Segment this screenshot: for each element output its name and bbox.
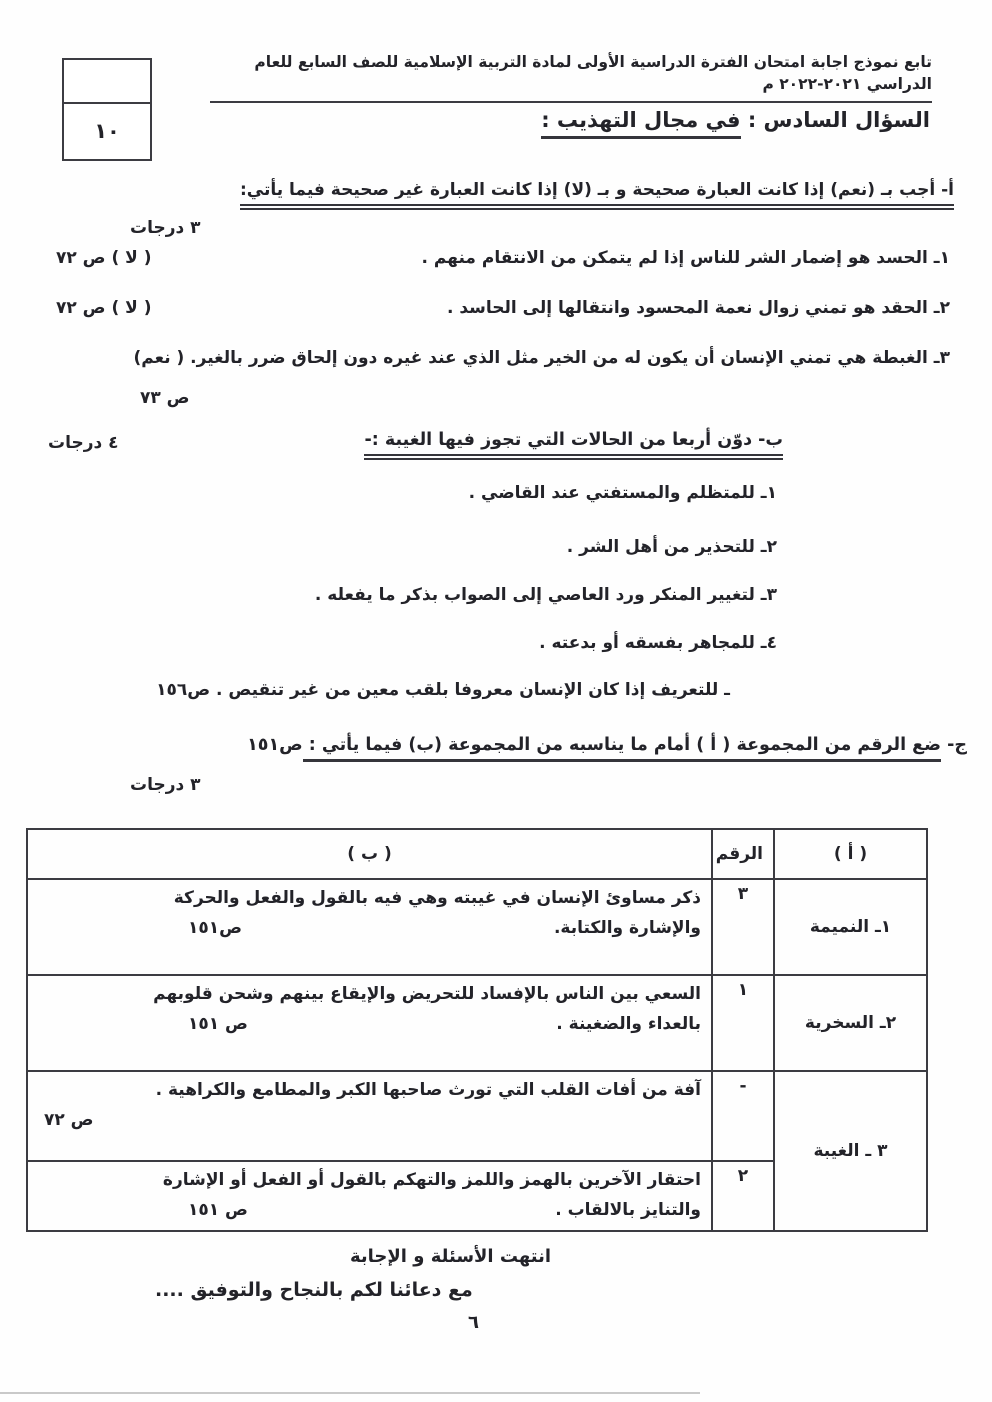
answer-number-cell: ٣: [712, 879, 774, 975]
section-c-marks: ٣ درجات: [130, 775, 201, 795]
statement-text: ٢ـ الحقد هو تمني زوال نعمة المحسود وانتقالها إلى الحاسد .: [446, 298, 950, 318]
table-header-row: [27, 829, 927, 879]
definition-line-2: بالعداء والضغينة .: [556, 1013, 701, 1034]
section-a-marks: ٣ درجات: [130, 218, 201, 238]
column-num-header: الرقم: [712, 829, 774, 879]
section-c-page-ref: ص١٥١: [247, 735, 303, 755]
answer-number-cell: ١: [712, 975, 774, 1071]
definition-cell: [27, 879, 712, 975]
score-box-empty-cell: [64, 60, 150, 104]
table-row: [27, 1071, 927, 1161]
score-box-total: ١٠: [94, 118, 120, 143]
definition-line-2: والإشارة والكتابة.: [553, 917, 701, 938]
good-luck-note: مع دعائنا لكم بالنجاح والتوفيق ....: [155, 1279, 473, 1301]
section-c-prefix: ج-: [941, 735, 967, 755]
ghaybah-case-3: ٣ـ لتغيير المنكر ورد العاصي إلى الصواب بذكر ما يفعله .: [314, 585, 777, 605]
score-box: [62, 58, 152, 161]
statement-row-1: [56, 248, 950, 268]
definition-line-2: والتنايز بالالقاب .: [555, 1199, 701, 1220]
statement-row-3: [56, 348, 950, 368]
term-cell: ٢ـ السخرية: [774, 975, 927, 1071]
table-row: [27, 879, 927, 975]
definition-line-1: آفة من أفات القلب التي تورث صاحبها الكبر والمطامع والكراهية .: [155, 1080, 701, 1100]
statement-row-2: [56, 298, 950, 318]
section-a-heading: أ- أجب بـ (نعم) إذا كانت العبارة صحيحة و بـ (لا) إذا كانت العبارة غير صحيحة فيما يأتي:: [240, 180, 954, 200]
definition-cell: [27, 975, 712, 1071]
statement-answer: ( لا ) ص ٧٢: [56, 248, 152, 268]
statement-text: ٣ـ الغبطة هي تمني الإنسان أن يكون له من الخير مثل الذي عند غيره دون إلحاق ضرر بالغير. ( نعم): [133, 348, 950, 368]
question-title-domain: في مجال التهذيب :: [541, 108, 740, 139]
definition-page-ref: ص ١٥١: [188, 1199, 248, 1220]
section-b-marks: ٤ درجات: [48, 433, 119, 453]
definition-cell: [27, 1071, 712, 1161]
definition-page-ref: ص ١٥١: [188, 1013, 248, 1034]
definition-cell: [27, 1161, 712, 1231]
ghaybah-case-4: ٤ـ للمجاهر بفسقه أو بدعته .: [539, 633, 777, 653]
definition-line-1: ذكر مساوئ الإنسان في غيبته وهي فيه بالقول والفعل والحركة: [173, 888, 701, 908]
question-title-prefix: السؤال السادس :: [740, 108, 930, 132]
section-b-heading: ب- دوّن أربعا من الحالات التي تجوز فيها الغيبة :-: [364, 430, 783, 450]
question-title: [541, 108, 930, 132]
section-c-instruction: ضع الرقم من المجموعة ( أ ) أمام ما يناسبه من المجموعة (ب) فيما يأتي :: [303, 735, 941, 762]
definition-page-ref: ص١٥١: [188, 917, 243, 938]
matching-table-container: [28, 828, 928, 1232]
statement-3-page-ref: ص ٧٣: [140, 388, 190, 408]
term-cell: ٣ ـ الغيبة: [774, 1071, 927, 1231]
scan-artifact-line: [0, 1392, 700, 1394]
table-row: [27, 975, 927, 1071]
document-header: تابع نموذج اجابة امتحان الفترة الدراسية الأولى لمادة التربية الإسلامية للصف السابع للعام الدراسي ٢٠٢١-٢٠٢٢ م: [210, 52, 932, 103]
answer-number-cell: -: [712, 1071, 774, 1161]
answer-number-cell: ٢: [712, 1161, 774, 1231]
section-c-heading: [247, 735, 967, 755]
end-of-questions-note: انتهت الأسئلة و الإجابة: [350, 1246, 552, 1267]
column-b-header: ( ب ): [27, 829, 712, 879]
column-a-header: ( أ ): [774, 829, 927, 879]
definition-page-ref: ص ٧٢: [44, 1109, 94, 1130]
ghaybah-case-5: ـ للتعريف إذا كان الإنسان معروفا بلقب معين من غير تنقيص . ص١٥٦: [156, 680, 730, 700]
ghaybah-case-2: ٢ـ للتحذير من أهل الشر .: [566, 537, 777, 557]
statement-text: ١ـ الحسد هو إضمار الشر للناس إذا لم يتمكن من الانتقام منهم .: [421, 248, 950, 268]
page-number: ٦: [468, 1312, 479, 1333]
term-cell: ١ـ النميمة: [774, 879, 927, 975]
definition-line-1: احتقار الآخرين بالهمز واللمز والتهكم بالقول أو الفعل أو الإشارة: [162, 1170, 701, 1190]
ghaybah-case-1: ١ـ للمتظلم والمستفتي عند القاضي .: [468, 483, 777, 503]
matching-table: [26, 828, 928, 1232]
statement-answer: ( لا ) ص ٧٢: [56, 298, 152, 318]
definition-line-1: السعي بين الناس بالإفساد للتحريض والإيقاع بينهم وشحن قلوبهم: [153, 984, 701, 1004]
